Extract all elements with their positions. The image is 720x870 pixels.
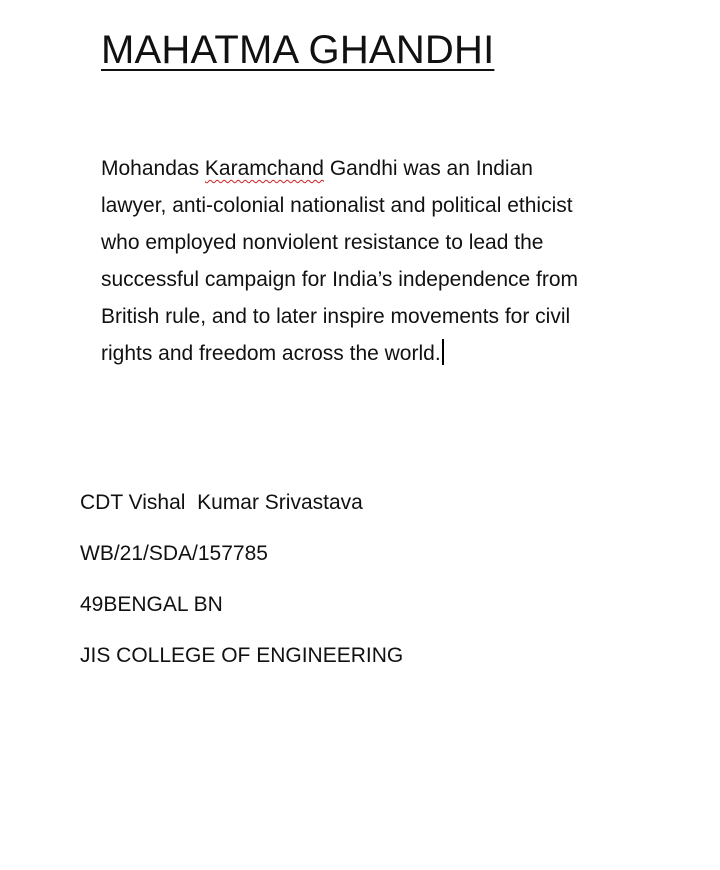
signature-institution: JIS COLLEGE OF ENGINEERING [80, 644, 404, 667]
paragraph-line [101, 335, 661, 372]
paragraph-line: successful campaign for India’s independence from [101, 268, 579, 291]
signature-regimental-number: WB/21/SDA/157785 [80, 542, 268, 565]
spellcheck-flagged-word[interactable]: Karamchand [204, 157, 324, 180]
paragraph-text: rights and freedom across the world. [101, 342, 441, 365]
signature-unit: 49BENGAL BN [80, 593, 223, 616]
paragraph-line [101, 150, 661, 187]
document-title: MAHATMA GHANDHI [101, 28, 495, 72]
signature-name: CDT Vishal Kumar Srivastava [80, 491, 363, 514]
paragraph-text: Mohandas [101, 157, 205, 180]
paragraph-line: who employed nonviolent resistance to lead the [101, 231, 544, 254]
paragraph-line: lawyer, anti-colonial nationalist and political ethicist [101, 194, 573, 217]
body-paragraph[interactable] [101, 150, 661, 372]
text-cursor [442, 339, 444, 365]
paragraph-text: Gandhi was an Indian [323, 157, 533, 180]
paragraph-line: British rule, and to later inspire movements for civil [101, 305, 571, 328]
